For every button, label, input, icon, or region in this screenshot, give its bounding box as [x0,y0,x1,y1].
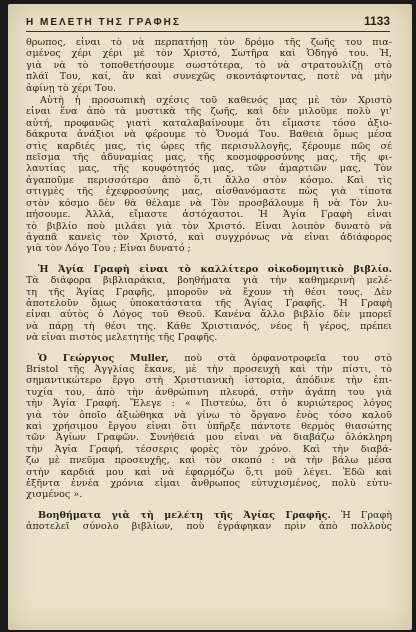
text-line: εἶναι αὐτὸς ὁ Λόγος τοῦ Θεοῦ. Κανένα ἄλλο βιβλίο δὲν μπορεῖ [26,309,392,321]
text-line: ἀποτελεῖ σύνολο βιβλίων, ποὺ ἐγράφηκαν πρὶν ἀπὸ πολλοὺς [26,521,392,533]
text-run: ποὺ στὰ ὀρφανοτροφεῖα του στὸ [184,352,392,364]
text-line: εἶναι ἕνα ἀπὸ τὰ μυστικὰ τῆς ζωῆς, καὶ δὲν μιλοῦμε πολὺ γι' [26,106,392,118]
text-line: στιγμὲς τῆς ἐχεφροσύνης μας, αἰσθανόμαστε πὼς γιὰ τίποτα [26,186,392,198]
text-line: ἀγαποῦμε περισσότερο ἀπὸ ὅ,τι ἄλλο στὸν κόσμο. Καὶ τὶς [26,174,392,186]
text-line [26,510,392,521]
text-line: τὴν Ἁγία Γραφή. Ἔλεγε : « Πιστεύω, ὅτι ὁ κυριώτερος λόγος [26,398,392,410]
text-line: νὰ εἶναι πιστὸς μελετητὴς τῆς Γραφῆς. [26,332,218,344]
paragraph [26,95,392,255]
text-line: γιὰ νὰ τὸ τοποθετήσουμε σωστότερα, τὸ νὰ στρατουλίζῃ στὸ [26,59,392,71]
text-line: ἀποτελοῦν ὅμως ὑποκατάστατα τῆς Ἁγίας Γραφῆς. Ἡ Γραφὴ [26,297,392,309]
text-line: στὴν καρδιά μου καὶ νὰ ἐφαρμόζω ὅ,τι μοῦ λέγει. Ἐδῶ καὶ [26,466,392,478]
text-line: στὶς καρδιές μας, τὶς ὧρες τῆς περισυλλογῆς, ξέρουμε πῶς σέ [26,140,392,152]
text-line: θρωπος, εἶναι τὸ νὰ περπατήσῃ τὸν δρόμο τῆς ζωῆς του πια- [26,37,392,48]
page-body [26,37,392,533]
paragraph [26,264,392,344]
book-page [8,4,412,630]
text-line: ἀγαπᾶ κανεὶς τὸν Χριστό, καὶ συγχρόνως νὰ εἶναι ἀδιάφορος [26,231,392,243]
text-line: γιὰ τὸν Λόγο Του ; Εἶναι δυνατό ; [26,243,191,255]
text-line: ἑξῆντα ἐννέα χρόνια εἶμαι ἄνθρωπος εὐτυχισμένος, πολὺ εὐτυ- [26,478,392,490]
header-rule [26,31,390,32]
paragraph [26,37,392,94]
paragraph [26,510,392,533]
text-line: σημαντικώτερο ἔργο στὴ Χριστιανικὴ ἱστορία, ἀπόδινε τὴν ἐπι- [26,375,392,387]
text-line: τῶν Ἁγίων Γραφῶν. Συνήθειά μου εἶναι νὰ διαβάζω ὁλόκληρη [26,432,392,444]
text-line: χισμένος ». [26,489,83,501]
section-lead: Ἡ Ἁγία Γραφὴ εἶναι τὸ καλλίτερο οἰκοδομητικὸ βιβλίο. [38,263,392,275]
text-line: πλάϊ Του, καί, ἂν καὶ συνεχῶς σκοντάφτοντας, ποτὲ νὰ μὴν [26,71,392,83]
running-header [26,14,390,28]
text-line: τὸ βιβλίο ποὺ μιλάει γιὰ τὸν Χριστό. Εἶναι λοιπὸν δυνατὸ νὰ [26,220,392,232]
text-line: καὶ χρήσιμου ἔργου εἶναι ὅτι ὑπῆρξε πάντοτε θερμὸς θιασώτης [26,421,392,432]
text-line: δάκρυτα ἀνάξιοι νὰ φέρουμε τὸ Ὄνομά Του. Βαθειὰ ὅμως μέσα [26,129,392,141]
text-line: ζω μὲ πνεῦμα προσευχῆς, καὶ τὸν σκοπό : νὰ τὴν βάλω μέσα [26,455,392,467]
text-line: Bristol τῆς Ἀγγλίας ἔκανε, μὲ τὴν προσευχὴ καὶ τὴν πίστι, τὸ [26,363,392,375]
text-line: πεῖσμα τῆς ἀδυναμίας μας, τῆς κοσμοφροσύνης μας, τῆς φι- [26,152,392,164]
text-line: Αὐτὴ ἡ προσωπικὴ σχέσις τοῦ καθενός μας μὲ τὸν Χριστὸ [40,95,392,107]
text-line: πήσουμε. Ἀλλά, εἴμαστε ἀστόχαστοι. Ἡ Ἁγία Γραφὴ εἶναι [26,209,392,221]
running-title: Η ΜΕΛΕΤΗ ΤΗΣ ΓΡΑΦΗΣ [26,17,181,28]
paragraph [26,353,392,501]
text-line [26,264,392,275]
text-line: αὐτή, προφανῶς γιατὶ καταλαβαίνουμε ὅτι εἴμαστε τόσο ἀξιο- [26,117,392,129]
text-line [26,353,392,364]
section-lead: Ὁ Γεώργιος Muller, [38,352,169,364]
text-line: γιὰ τὸν ὁποῖο ἀξιώθηκα νὰ γίνω τὸ ὄργανο ἑνὸς τόσο καλοῦ [26,409,392,421]
text-line: λαυτίας μας, τῆς κουφότητός μας, τῶν ἁμαρτιῶν μας, Τὸν [26,163,392,175]
text-line: στὸν κόσμο δὲν θὰ θέλαμε νὰ Τὸν προσβάλουμε ἢ νὰ Τὸν λυ- [26,197,392,209]
text-line: τὴν Ἁγία Γραφή, τέσσερις φορὲς τὸν χρόνο. Καὶ τὴν διαβά- [26,443,392,455]
section-lead: Βοηθήματα γιὰ τὴ μελέτη τῆς Ἁγίας Γραφῆς. [38,509,331,521]
text-run: Ἡ Γραφὴ [341,509,392,521]
text-line: νὰ πάρῃ τὴ θέσι της. Κάθε Χριστιανός, νέος ἢ γέρος, πρέπει [26,320,392,332]
text-line: τυχία του, ἀπὸ τὴν ἀνθρώπινη πλευρά, στὴν ἀγάπη του γιὰ [26,386,392,398]
page-number: 1133 [363,14,390,28]
text-line: τη τῆς Ἁγίας Γραφῆς, μποροῦν νὰ ἔχουν τὴ θέσι τους. Δὲν [26,286,392,298]
text-line: Τὰ διάφορα βιβλιαράκια, βοηθήματα γιὰ τὴν καθημερινὴ μελέ- [26,275,392,287]
text-line: ἀφίνῃ τὸ χέρι Του. [26,82,117,94]
text-line: σμένος χέρι χέρι μὲ τὸν Χριστό, Σωτῆρα καὶ Ὁδηγό του. Ἡ, [26,48,392,60]
